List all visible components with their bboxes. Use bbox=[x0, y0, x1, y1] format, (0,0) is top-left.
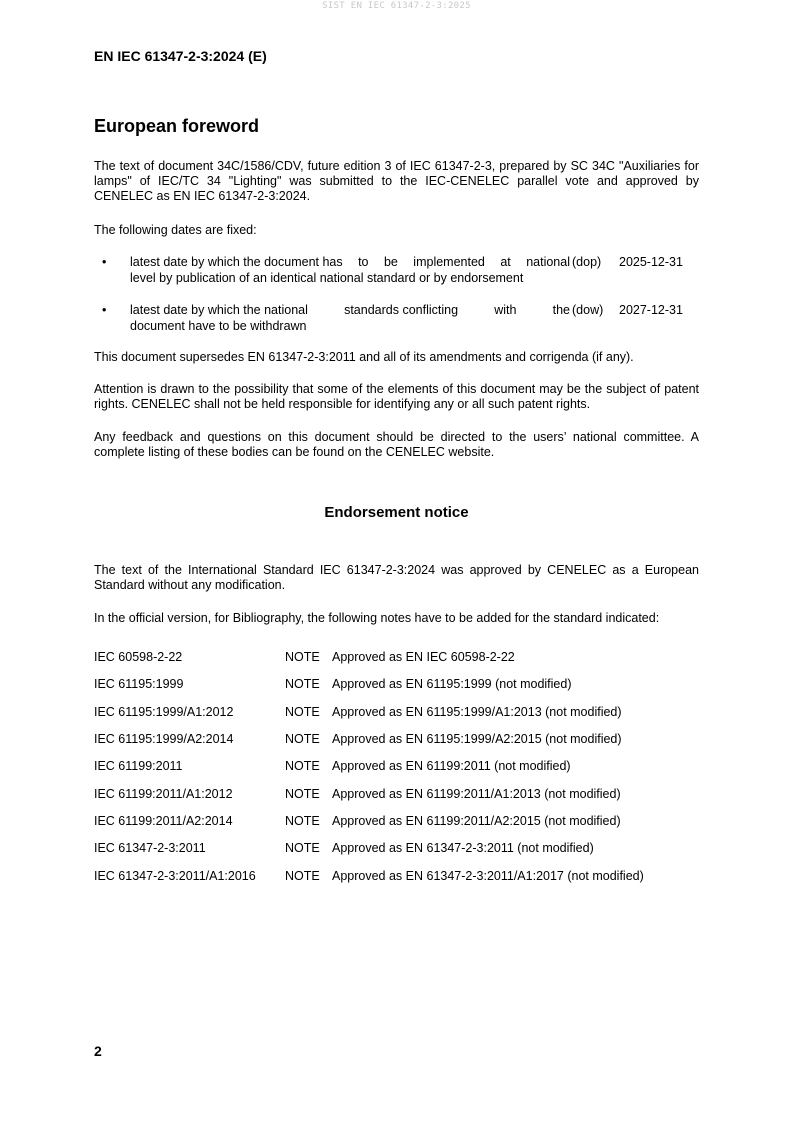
bullet-word: latest date by which the document has bbox=[130, 255, 343, 269]
bullet-line-1 bbox=[130, 254, 570, 270]
bullet-word: at bbox=[500, 255, 511, 269]
note-label: NOTE bbox=[285, 650, 320, 664]
bullet-word: with bbox=[494, 303, 517, 317]
document-identifier: EN IEC 61347-2-3:2024 (E) bbox=[94, 48, 267, 64]
iec-standard: IEC 61195:1999/A1:2012 bbox=[94, 705, 234, 719]
approval-text: Approved as EN 61199:2011 (not modified) bbox=[332, 759, 571, 773]
watermark: SIST EN IEC 61347-2-3:2025 bbox=[322, 1, 471, 11]
date-code: (dop) bbox=[572, 255, 602, 269]
iec-standard: IEC 60598-2-22 bbox=[94, 650, 183, 664]
approval-text: Approved as EN 61195:1999/A2:2015 (not modified) bbox=[332, 732, 622, 746]
endorsement-paragraph-1: The text of the International Standard IEC 61347-2-3:2024 was approved by CENELEC as a European Standard without any modification. bbox=[94, 563, 699, 592]
note-label: NOTE bbox=[285, 677, 320, 691]
approval-text: Approved as EN IEC 60598-2-22 bbox=[332, 650, 515, 664]
bullet-line-2: document have to be withdrawn bbox=[130, 319, 307, 333]
bullet-word: implemented bbox=[413, 255, 485, 269]
iec-standard: IEC 61347-2-3:2011 bbox=[94, 841, 206, 855]
foreword-paragraph-5: Any feedback and questions on this document should be directed to the users’ national committee. A complete listing of these bodies can be found on the CENELEC website. bbox=[94, 430, 699, 459]
iec-standard: IEC 61195:1999 bbox=[94, 677, 184, 691]
iec-standard: IEC 61347-2-3:2011/A1:2016 bbox=[94, 869, 256, 883]
note-label: NOTE bbox=[285, 759, 320, 773]
endorsement-title: Endorsement notice bbox=[324, 504, 469, 521]
foreword-paragraph-4: Attention is drawn to the possibility that some of the elements of this document may be the subject of patent rights. CENELEC shall not be held responsible for identifying any or all such patent rights. bbox=[94, 382, 699, 411]
bullet-symbol: • bbox=[102, 303, 107, 317]
bullet-word: be bbox=[383, 255, 398, 269]
iec-standard: IEC 61199:2011/A2:2014 bbox=[94, 814, 233, 828]
note-label: NOTE bbox=[285, 814, 320, 828]
bullet-word: the bbox=[552, 303, 570, 317]
bullet-symbol: • bbox=[102, 255, 107, 269]
bullet-line-2: level by publication of an identical national standard or by endorsement bbox=[130, 271, 524, 285]
iec-standard: IEC 61199:2011 bbox=[94, 759, 183, 773]
approval-text: Approved as EN 61199:2011/A2:2015 (not modified) bbox=[332, 814, 621, 828]
endorsement-paragraph-2: In the official version, for Bibliography, the following notes have to be added for the standard indicated: bbox=[94, 611, 660, 625]
bullet-word: latest date by which the national bbox=[130, 303, 308, 317]
bullet-line-1 bbox=[130, 302, 570, 318]
note-label: NOTE bbox=[285, 841, 320, 855]
date-code: (dow) bbox=[572, 303, 604, 317]
date-value: 2025-12-31 bbox=[619, 255, 683, 269]
note-label: NOTE bbox=[285, 869, 320, 883]
foreword-paragraph-2: The following dates are fixed: bbox=[94, 223, 257, 237]
approval-text: Approved as EN 61195:1999/A1:2013 (not modified) bbox=[332, 705, 622, 719]
note-label: NOTE bbox=[285, 787, 320, 801]
note-label: NOTE bbox=[285, 732, 320, 746]
bullet-word: national bbox=[526, 255, 570, 269]
approval-text: Approved as EN 61347-2-3:2011 (not modified) bbox=[332, 841, 594, 855]
bullet-text bbox=[130, 302, 570, 334]
foreword-title: European foreword bbox=[94, 116, 260, 136]
iec-standard: IEC 61199:2011/A1:2012 bbox=[94, 787, 233, 801]
approval-text: Approved as EN 61195:1999 (not modified) bbox=[332, 677, 572, 691]
iec-standard: IEC 61195:1999/A2:2014 bbox=[94, 732, 234, 746]
note-label: NOTE bbox=[285, 705, 320, 719]
bullet-text bbox=[130, 254, 570, 286]
bullet-word: standards conflicting bbox=[344, 303, 459, 317]
approval-text: Approved as EN 61199:2011/A1:2013 (not modified) bbox=[332, 787, 621, 801]
page-number: 2 bbox=[94, 1043, 102, 1059]
foreword-paragraph-3: This document supersedes EN 61347-2-3:2011 and all of its amendments and corrigenda (if any). bbox=[94, 350, 634, 364]
approval-text: Approved as EN 61347-2-3:2011/A1:2017 (not modified) bbox=[332, 869, 644, 883]
foreword-paragraph-1: The text of document 34C/1586/CDV, future edition 3 of IEC 61347-2-3, prepared by SC 34C "Auxiliaries for lamps" of IEC/TC 34 "Lighting" was submitted to the IEC-CENELEC parallel vote and approved by CENELEC as EN IEC 61347-2-3:2024. bbox=[94, 159, 699, 203]
bullet-word: to bbox=[358, 255, 369, 269]
date-value: 2027-12-31 bbox=[619, 303, 683, 317]
